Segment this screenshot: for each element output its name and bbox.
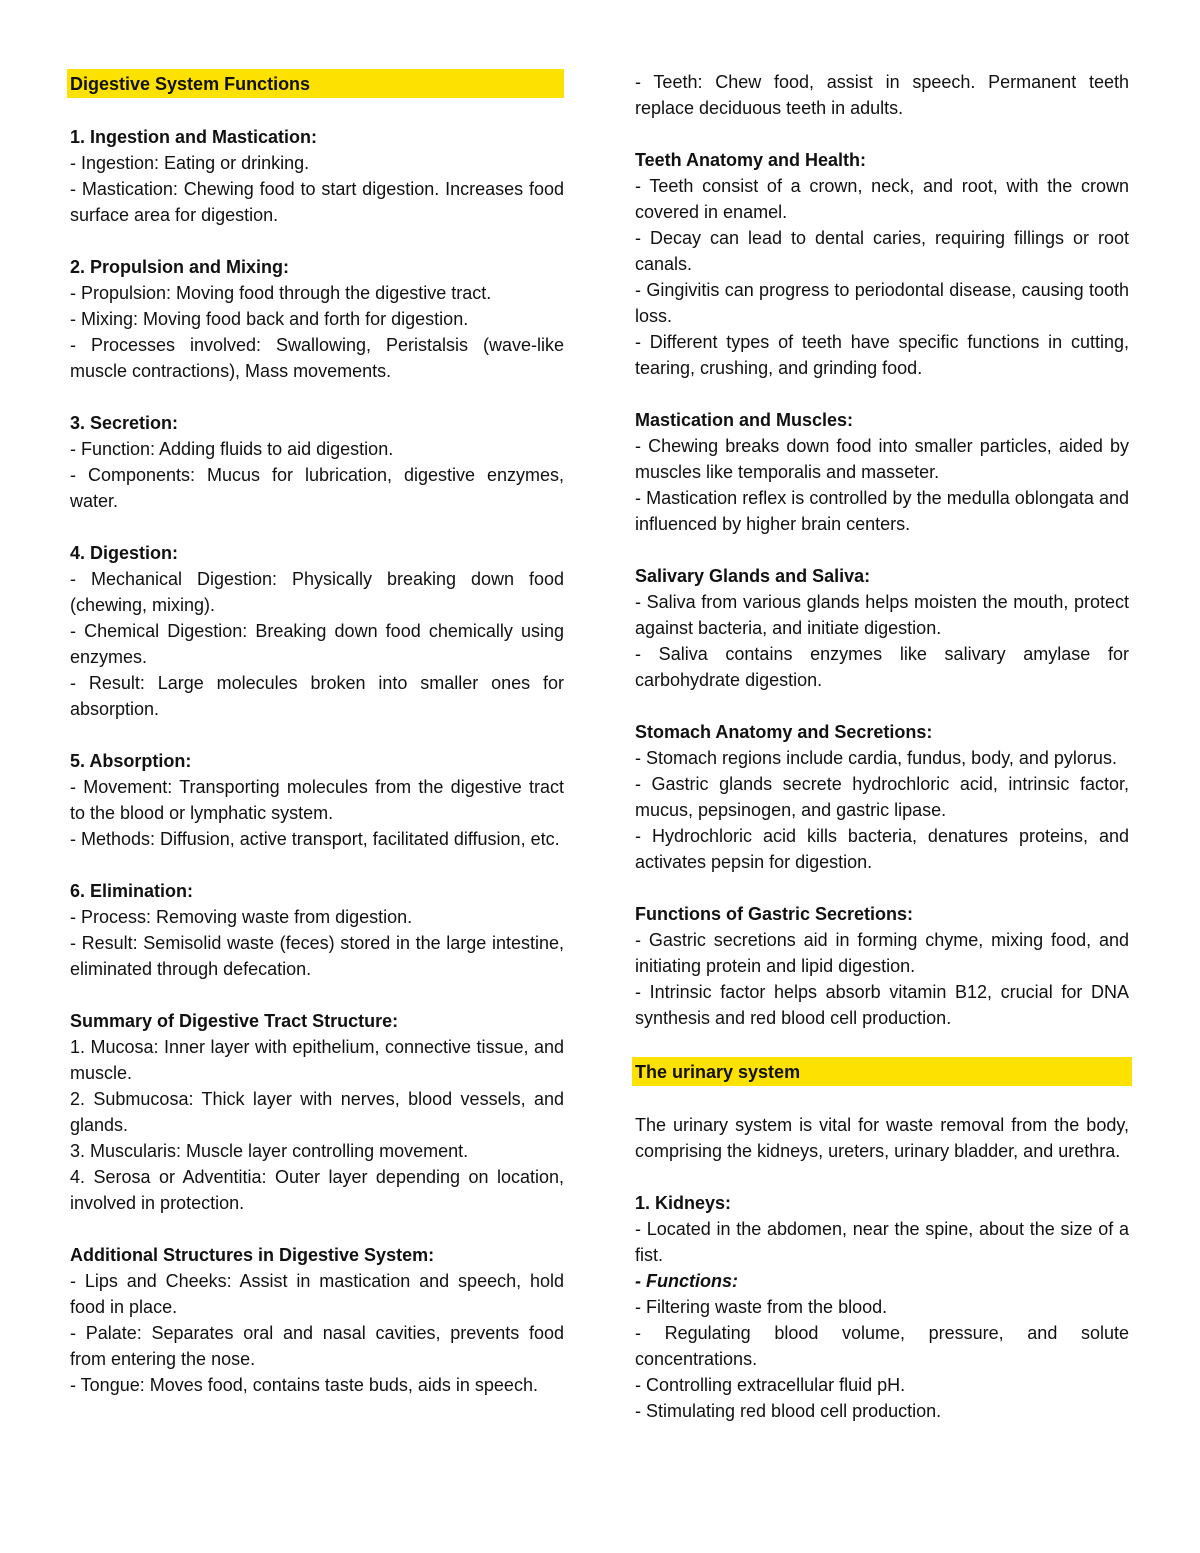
bullet-line: - Intrinsic factor helps absorb vitamin B12, crucial for DNA synthesis and red blood cell production. — [635, 982, 1129, 1028]
bullet-line: - Mechanical Digestion: Physically breaking down food (chewing, mixing). — [70, 569, 564, 615]
bullet-line: - Result: Large molecules broken into smaller ones for absorption. — [70, 673, 564, 719]
section-additional-structures — [70, 1242, 564, 1398]
section-heading: Mastication and Muscles: — [635, 410, 854, 430]
section-title-urinary: The urinary system — [632, 1057, 1132, 1086]
bullet-line: - Gastric glands secrete hydrochloric acid, intrinsic factor, mucus, pepsinogen, and gastric lipase. — [635, 774, 1129, 820]
bullet-line: - Different types of teeth have specific functions in cutting, tearing, crushing, and grinding food. — [635, 332, 1129, 378]
bullet-line: - Filtering waste from the blood. — [635, 1297, 888, 1317]
numbered-line: 4. Serosa or Adventitia: Outer layer depending on location, involved in protection. — [70, 1167, 564, 1213]
section-heading: 3. Secretion: — [70, 413, 179, 433]
bullet-line: - Saliva contains enzymes like salivary amylase for carbohydrate digestion. — [635, 644, 1129, 690]
section-heading: Functions of Gastric Secretions: — [635, 904, 914, 924]
bullet-line: - Regulating blood volume, pressure, and solute concentrations. — [635, 1323, 1129, 1369]
section-heading: 6. Elimination: — [70, 881, 194, 901]
bullet-line: - Processes involved: Swallowing, Peristalsis (wave-like muscle contractions), Mass movements. — [70, 335, 564, 381]
section-heading: 2. Propulsion and Mixing: — [70, 257, 290, 277]
section-heading: Teeth Anatomy and Health: — [635, 150, 867, 170]
bullet-line: - Components: Mucus for lubrication, digestive enzymes, water. — [70, 465, 564, 511]
bullet-line: - Teeth consist of a crown, neck, and root, with the crown covered in enamel. — [635, 176, 1129, 222]
bullet-line: - Controlling extracellular fluid pH. — [635, 1375, 906, 1395]
section-heading: Summary of Digestive Tract Structure: — [70, 1011, 399, 1031]
left-column — [70, 69, 564, 1398]
bullet-line: - Lips and Cheeks: Assist in mastication and speech, hold food in place. — [70, 1271, 564, 1317]
numbered-line: 2. Submucosa: Thick layer with nerves, blood vessels, and glands. — [70, 1089, 564, 1135]
bullet-line: - Chemical Digestion: Breaking down food chemically using enzymes. — [70, 621, 564, 667]
numbered-line: 1. Mucosa: Inner layer with epithelium, connective tissue, and muscle. — [70, 1037, 564, 1083]
bullet-line: - Decay can lead to dental caries, requiring fillings or root canals. — [635, 228, 1129, 274]
bullet-line: - Mastication: Chewing food to start digestion. Increases food surface area for digestion. — [70, 179, 564, 225]
section-heading: Salivary Glands and Saliva: — [635, 566, 871, 586]
section-teeth-anatomy — [635, 147, 1129, 381]
section-heading: 5. Absorption: — [70, 751, 192, 771]
bullet-line: - Tongue: Moves food, contains taste buds, aids in speech. — [70, 1375, 538, 1395]
section-mastication-muscles — [635, 407, 1129, 537]
bullet-line: - Teeth: Chew food, assist in speech. Permanent teeth replace deciduous teeth in adults. — [635, 72, 1129, 118]
section-heading: Additional Structures in Digestive System: — [70, 1245, 435, 1265]
bullet-line: - Located in the abdomen, near the spine, about the size of a fist. — [635, 1219, 1129, 1265]
bullet-line: - Methods: Diffusion, active transport, facilitated diffusion, etc. — [70, 829, 560, 849]
section-digestion — [70, 540, 564, 722]
functions-label: - Functions: — [635, 1271, 738, 1291]
section-gastric-functions — [635, 901, 1129, 1031]
bullet-line: - Saliva from various glands helps moisten the mouth, protect against bacteria, and initiate digestion. — [635, 592, 1129, 638]
section-absorption — [70, 748, 564, 852]
section-title-digestive: Digestive System Functions — [67, 69, 564, 98]
right-column — [635, 69, 1129, 1424]
bullet-line: - Stomach regions include cardia, fundus, body, and pylorus. — [635, 748, 1117, 768]
section-salivary-glands — [635, 563, 1129, 693]
bullet-line: - Propulsion: Moving food through the digestive tract. — [70, 283, 492, 303]
bullet-line: - Movement: Transporting molecules from the digestive tract to the blood or lymphatic system. — [70, 777, 564, 823]
bullet-line: - Gastric secretions aid in forming chyme, mixing food, and initiating protein and lipid digestion. — [635, 930, 1129, 976]
bullet-line: - Palate: Separates oral and nasal cavities, prevents food from entering the nose. — [70, 1323, 564, 1369]
section-propulsion — [70, 254, 564, 384]
section-heading: Stomach Anatomy and Secretions: — [635, 722, 933, 742]
numbered-line: 3. Muscularis: Muscle layer controlling movement. — [70, 1141, 469, 1161]
bullet-line: - Chewing breaks down food into smaller particles, aided by muscles like temporalis and masseter. — [635, 436, 1129, 482]
bullet-line: - Mixing: Moving food back and forth for digestion. — [70, 309, 469, 329]
bullet-line: - Ingestion: Eating or drinking. — [70, 153, 310, 173]
section-tract-structure — [70, 1008, 564, 1216]
bullet-line: - Hydrochloric acid kills bacteria, denatures proteins, and activates pepsin for digestion. — [635, 826, 1129, 872]
section-ingestion — [70, 124, 564, 228]
section-heading: 1. Ingestion and Mastication: — [70, 127, 318, 147]
section-heading: 4. Digestion: — [70, 543, 179, 563]
bullet-line: - Gingivitis can progress to periodontal disease, causing tooth loss. — [635, 280, 1129, 326]
bullet-line: - Stimulating red blood cell production. — [635, 1401, 942, 1421]
bullet-line: - Process: Removing waste from digestion. — [70, 907, 413, 927]
section-kidneys — [635, 1190, 1129, 1424]
bullet-line: - Function: Adding fluids to aid digestion. — [70, 439, 394, 459]
bullet-line: - Mastication reflex is controlled by the medulla oblongata and influenced by higher brain centers. — [635, 488, 1129, 534]
urinary-intro: The urinary system is vital for waste removal from the body, comprising the kidneys, ureters, urinary bladder, and urethra. — [635, 1115, 1129, 1161]
section-heading: 1. Kidneys: — [635, 1193, 732, 1213]
bullet-line: - Result: Semisolid waste (feces) stored in the large intestine, eliminated through defecation. — [70, 933, 564, 979]
section-stomach — [635, 719, 1129, 875]
section-elimination — [70, 878, 564, 982]
section-secretion — [70, 410, 564, 514]
